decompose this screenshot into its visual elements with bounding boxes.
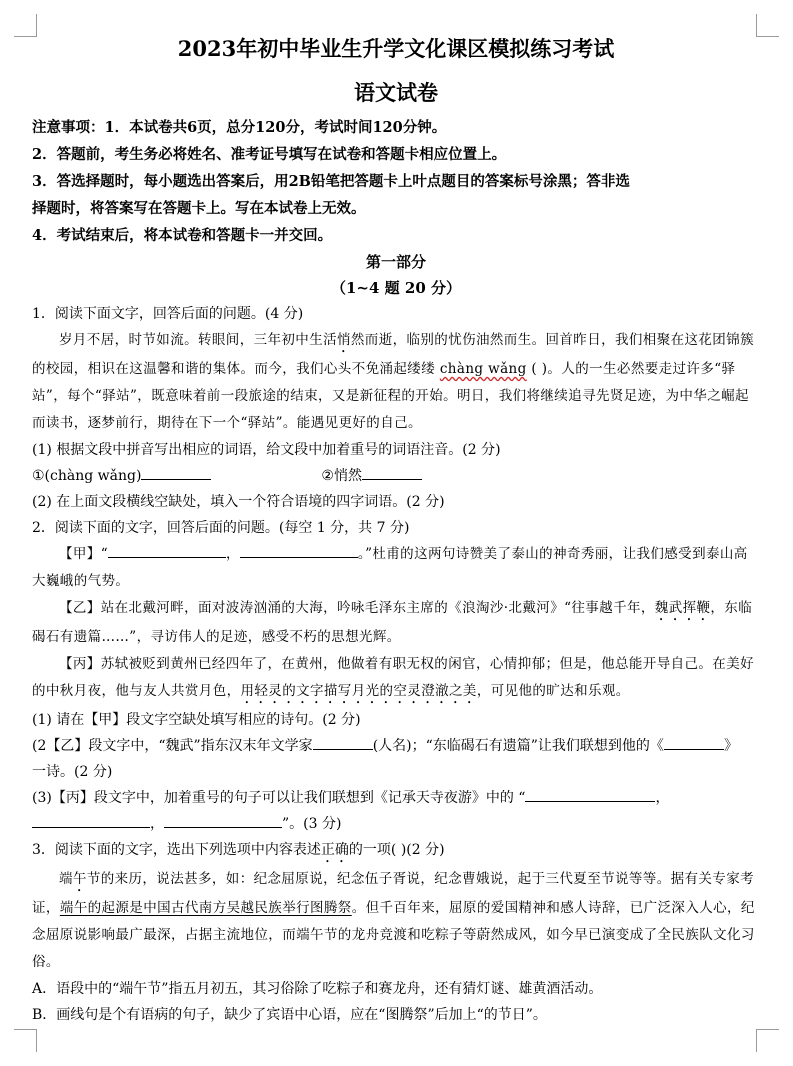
q3-stem-part-a: 3．阅读下面的文字，选出下列选项中内容表述: [32, 842, 321, 858]
q2-sub3-comma-1: ，: [655, 790, 670, 806]
q1-passage-part-a: 岁月不居，时节如流。转眼间，三年初中生活: [59, 332, 337, 348]
q2-sub2-part-b: (人名)；“东临碣石有遗篇”让我们联想到他的《: [372, 738, 664, 754]
q1-pinyin: chàng wǎng: [439, 361, 527, 377]
exam-title: 2023年初中毕业生升学文化课区模拟练习考试: [177, 36, 615, 61]
exam-content: [32, 30, 760, 1028]
q1-sub1-answer-a-blank[interactable]: [141, 463, 211, 480]
q3-underlined-sentence: 端午的起源是中国古代南方吴越民族举行图腾祭: [59, 900, 352, 916]
q2-sub3-blank-3[interactable]: [164, 811, 282, 828]
notice-line-5: 4．考试结束后，将本试卷和答题卡一并交回。: [32, 227, 333, 244]
part-range: （1~4 题 20 分）: [331, 279, 461, 297]
q2-bing-part-b: ，可见他的旷达和乐观。: [476, 683, 630, 699]
q3-stem-emphasis: 正确: [320, 842, 349, 858]
q2-sub2-part-c: 》: [723, 738, 738, 754]
q2-sub2: [32, 733, 760, 759]
q1-sub1-answer-b-blank[interactable]: [362, 463, 422, 480]
q3-stem-part-b: 的一项( )(2 分): [348, 842, 445, 858]
q2-sub3: [32, 785, 760, 811]
q2-sub2-blank-1[interactable]: [313, 733, 373, 750]
q2-sub2-blank-2[interactable]: [664, 733, 724, 750]
q2-sub3-cont: [32, 811, 760, 837]
q1-sub1-answer-b-label: ②悄然: [321, 468, 362, 484]
q2-jia-text: 。”杜甫的这两句诗赞美了泰山的神奇秀丽，让我们感受到泰山高大巍峨的气势。: [32, 546, 748, 589]
q1-passage: [32, 327, 760, 437]
q3-passage-emphasis: 午: [72, 871, 87, 887]
q1-emphasis-word: 悄: [337, 332, 351, 348]
q1-passage-part-b: 然而逝，临别的忧伤油然而生。回首昨日，我们相聚在这花团锦簇的校园，相识在这温馨和谐的集体。而今，我们心头不免涌起缕缕: [32, 332, 755, 377]
q2-sub3-part-a: (3)【丙】段文字中，加着重号的句子可以让我们联想到《记承天寺夜游》中的 “: [32, 790, 526, 806]
notice-block: [32, 114, 760, 249]
q2-sub3-blank-2[interactable]: [32, 811, 150, 828]
q3-stem: [32, 837, 760, 866]
exam-subtitle: 语文试卷: [354, 80, 438, 105]
part-heading: 第一部分: [365, 253, 426, 271]
notice-line-1: 注意事项：1．本试卷共6页，总分120分，考试时间120分钟。: [32, 119, 447, 136]
q2-bing: [32, 651, 760, 707]
q2-yi-part-a: 【乙】站在北戴河畔，面对波涛汹涌的大海，吟咏毛泽东主席的《浪淘沙·北戴河》“往事越千年，: [59, 600, 655, 616]
q2-sub2-tail: 一诗。(2 分): [32, 764, 113, 780]
q2-stem: 2．阅读下面的文字，回答后面的问题。(每空 1 分，共 7 分): [32, 520, 410, 536]
notice-line-2: 2．答题前，考生务必将姓名、准考证号填写在试卷和答题卡相应位置上。: [32, 146, 507, 163]
q1-sub2: (2) 在上面文段横线空缺处，填入一个符合语境的四字词语。(2 分): [32, 494, 445, 510]
q2-jia-label: 【甲】“: [59, 546, 109, 562]
q3-option-a[interactable]: A．语段中的“端午节”指五月初五，其习俗除了吃粽子和赛龙舟，还有猜灯谜、雄黄酒活动。: [32, 981, 603, 997]
q3-passage-part-b: 节的来历，说法甚多，如：纪念屈原说，纪念伍子胥说，纪念曹娥说，起于三代夏至节说等等。据有关专家考证，: [32, 871, 755, 916]
q2-sub3-comma-2: ，: [150, 816, 164, 832]
q3-option-b[interactable]: B．画线句是个有语病的句子，缺少了宾语中心语，应在“图腾祭”后加上“的节日”。: [32, 1007, 547, 1023]
q3-passage: [32, 866, 760, 976]
q1-sub1-answer-a-label: ①(chàng wǎng): [32, 468, 142, 484]
q1-passage-part-c: ( )。人的一生必然要走过许多“驿站”，每个“驿站”，既意味着前一段旅途的结束，又是新征程的开始。明日，我们将继续追寻先贤足迹，为中华之崛起而读书，逐梦前行，期待在下一个“驿站”。能遇见更好的自己。: [32, 361, 749, 431]
crop-mark-bottom-right: [756, 1029, 779, 1052]
q2-sub1: (1) 请在【甲】段文字空缺处填写相应的诗句。(2 分): [32, 712, 361, 728]
q2-jia-blank-1[interactable]: [108, 541, 226, 558]
q2-sub2-part-a: (2【乙】段文字中，“魏武”指东汉末年文学家: [32, 738, 313, 754]
notice-line-3: 3．答选择题时，每小题选出答案后，用2B铅笔把答题卡上叶点题目的答案标号涂黑；答非选: [32, 173, 630, 190]
notice-line-4: 择题时，将答案写在答题卡上。写在本试卷上无效。: [32, 200, 366, 217]
q2-yi-emphasis: 魏武挥鞭: [654, 600, 711, 616]
q2-jia: [32, 541, 760, 595]
q3-passage-part-a: 端: [59, 871, 73, 887]
q2-sub3-blank-1[interactable]: [525, 785, 655, 802]
q2-bing-emphasis: 用轻灵的文字描写月光的空灵澄澈之美: [240, 683, 477, 699]
q1-sub1-answers: [32, 463, 760, 489]
q2-jia-blank-2[interactable]: [240, 541, 358, 558]
q1-stem: 1．阅读下面文字，回答后面的问题。(4 分): [32, 306, 304, 322]
q2-bing-part-a: 【丙】苏轼被贬到黄州已经四年了，在黄州，他做着有职无权的闲官，心情抑郁；但是，他总能开导自己。在美好的中秋月夜，他与友人共赏月色，: [32, 656, 754, 699]
q2-jia-comma: ，: [226, 546, 240, 562]
q2-sub3-tail: ”。(3 分): [282, 816, 342, 832]
q2-yi: [32, 595, 760, 651]
crop-mark-bottom-left: [14, 1029, 37, 1052]
q2-yi-part-b: ，东临碣石有遗篇……”，寻访伟人的足迹，感受不朽的思想光辉。: [32, 600, 753, 645]
q1-sub1: (1) 根据文段中拼音写出相应的词语，给文段中加着重号的词语注音。(2 分): [32, 442, 501, 458]
q3-passage-part-c: 。但千百年来，屈原的爱国精神和感人诗辞，已广泛深入人心，纪念屈原说影响最广最深，占据主流地位，而端午节的龙舟竞渡和吃粽子等蔚然成风，如今早已演变成了全民族队文化习俗。: [32, 900, 755, 970]
